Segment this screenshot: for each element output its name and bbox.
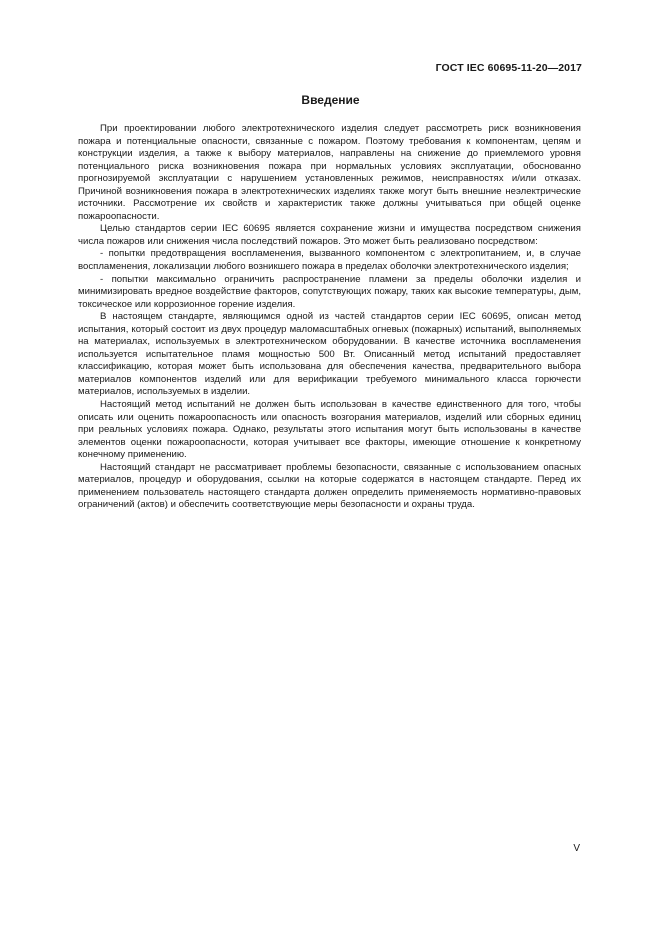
paragraph: - попытки предотвращения воспламенения, вызванного компонентом с электропитанием, и, в случае воспламенения, локализации любого возникшего пожара в пределах оболочки электротехнического изделия; — [78, 248, 581, 273]
paragraph: При проектировании любого электротехнического изделия следует рассмотреть риск возникновения пожара и потенциальные опасности, связанные с пожаром. Поэтому требования к компонентам, цепям и конструкции изделия, а также к выбору материалов, направлены на снижение до приемлемого уровня потенциального риска возникновения пожара при нормальных условиях эксплуатации, обоснованно прогнозируемой эксплуатации с нарушением установленных режимов, неисправностях и/или отказах. Причиной возникновения пожара в электротехнических изделиях также могут быть внешние неэлектрические источники. Рассмотрение их свойств и характеристик также должны учитываться при общей оценке пожароопасности. — [78, 123, 581, 222]
document-code: ГОСТ IEC 60695-11-20—2017 — [435, 62, 582, 74]
document-body — [78, 123, 581, 512]
paragraph: Целью стандартов серии IEC 60695 является сохранение жизни и имущества посредством снижения числа пожаров или снижения числа последствий пожаров. Это может быть реализовано посредством: — [78, 223, 581, 247]
paragraph: - попытки максимально ограничить распространение пламени за пределы оболочки изделия и минимизировать вредное воздействие факторов, сопутствующих пожару, таких как высокие температуры, дым, токсическое или коррозионное горение изделия. — [78, 273, 581, 310]
paragraph: Настоящий метод испытаний не должен быть использован в качестве единственного для того, чтобы описать или оценить пожароопасность или опасность возгорания материалов, изделий или сборных единиц при реальных условиях пожара. Однако, результаты этого испытания могут быть использованы в качестве элементов оценки пожароопасности, которая учитывает все факторы, имеющие отношение к конкретному конечному применению. — [78, 399, 581, 461]
page-number: V — [573, 843, 580, 854]
section-title: Введение — [301, 93, 360, 107]
paragraph: Настоящий стандарт не рассматривает проблемы безопасности, связанные с использованием опасных материалов, процедур и оборудования, ссылки на которые содержатся в настоящем стандарте. Перед их применением пользователь настоящего стандарта должен определить применяемость нормативно-правовых ограничений (актов) и обеспечить соответствующие меры безопасности и охраны труда. — [78, 461, 581, 511]
paragraph: В настоящем стандарте, являющимся одной из частей стандартов серии IEC 60695, описан метод испытания, который состоит из двух процедур маломасштабных огневых (пожарных) испытаний, выполняемых на материалах, используемых в электротехническом оборудовании. В качестве источника воспламенения используется испытательное пламя мощностью 500 Вт. Описанный метод испытаний предоставляет классификацию, которая может быть использована для обеспечения качества, предварительного выбора материалов компонентов изделий или для верификации требуемого минимального класса горючести материалов, используемых в изделии. — [78, 311, 581, 398]
